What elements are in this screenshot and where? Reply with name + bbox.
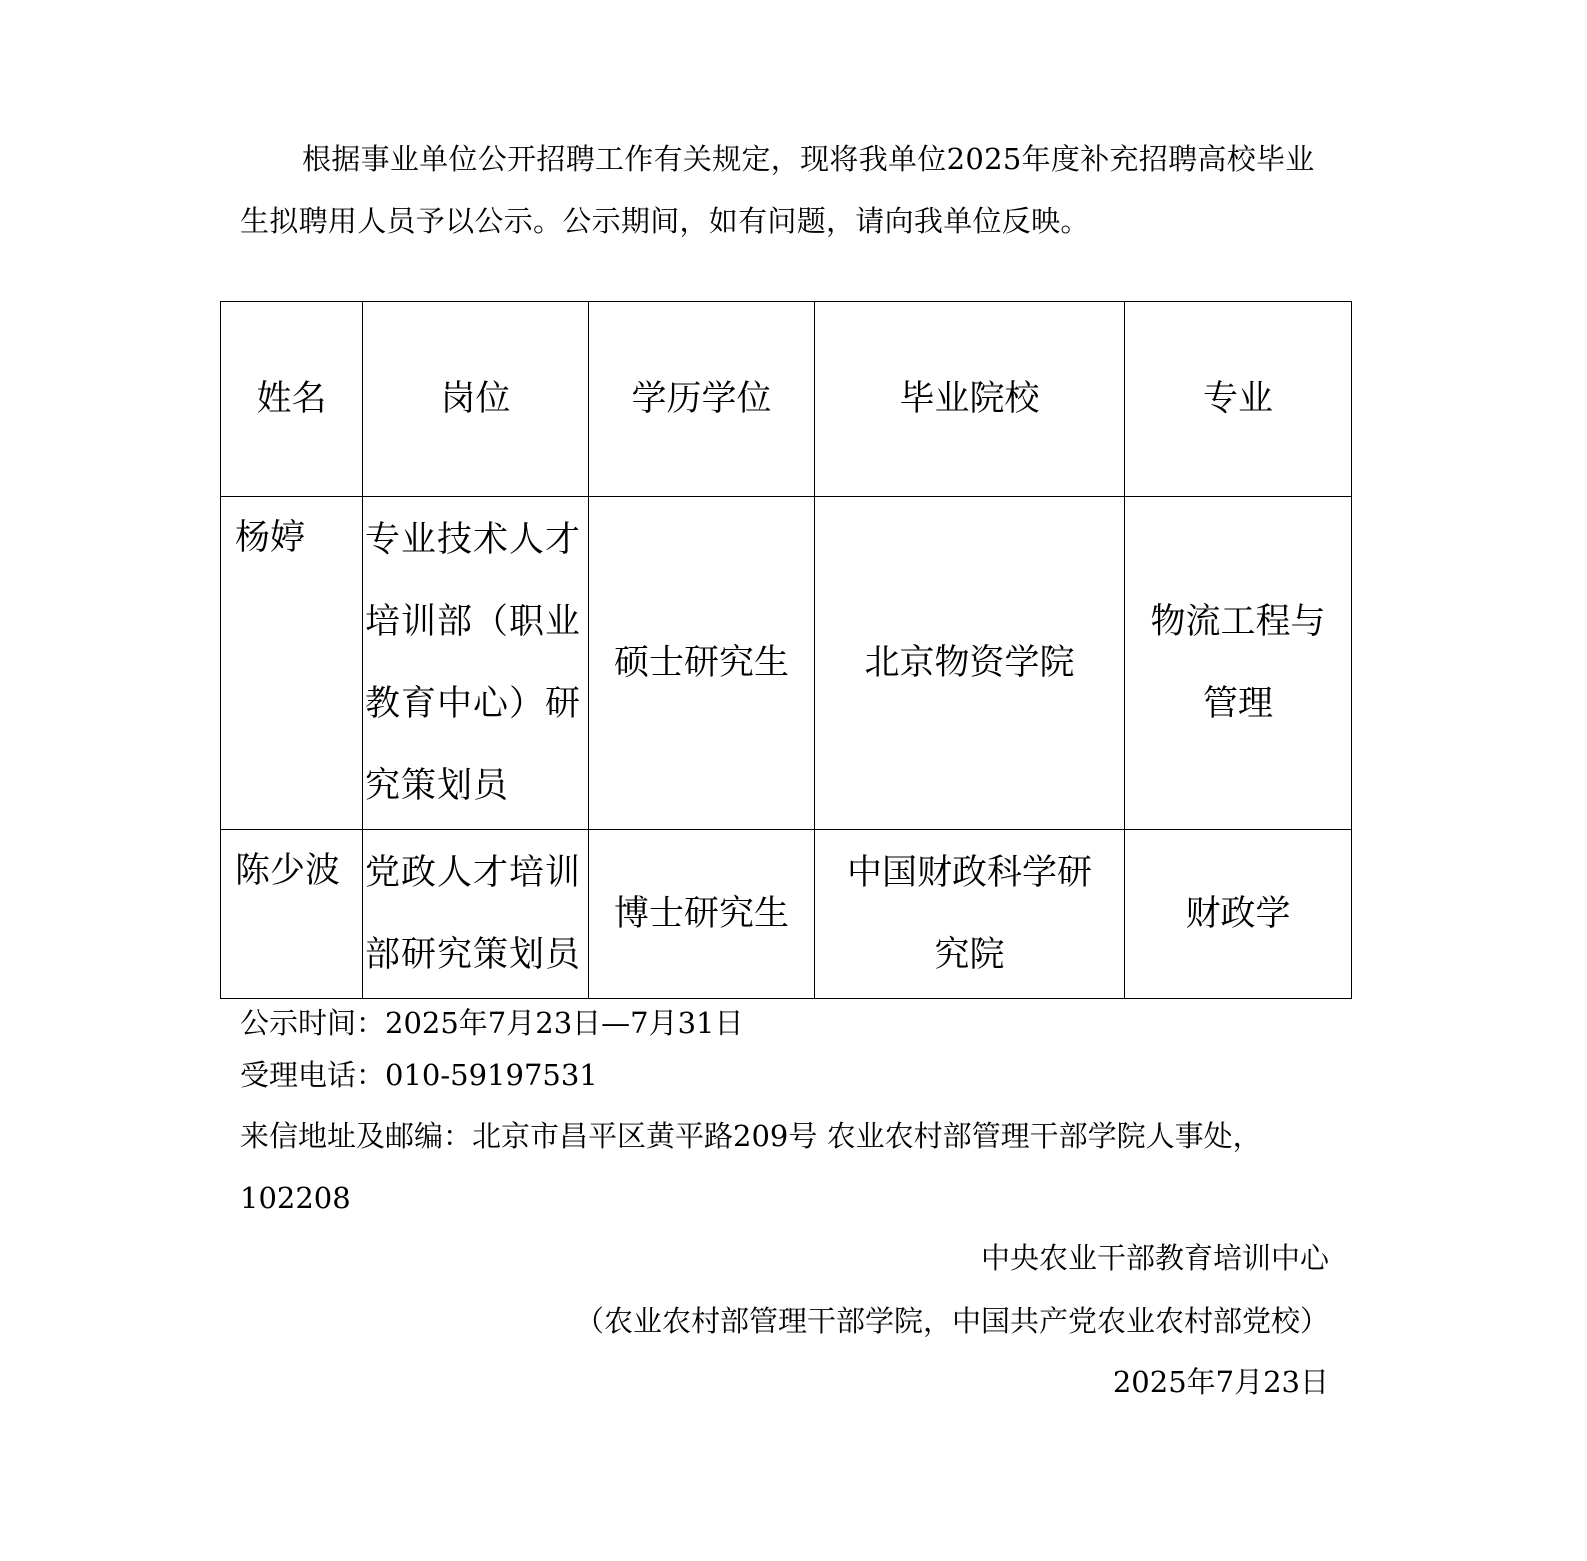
cell-school-text: 中国财政科学研究院 (846, 853, 1092, 975)
table-header-row (221, 302, 1352, 497)
signature-date: 2025年7月23日 (1112, 1365, 1329, 1399)
table-row (221, 497, 1352, 830)
intro-paragraph: 根据事业单位公开招聘工作有关规定，现将我单位2025年度补充招聘高校毕业生拟聘用人员予以公示。公示期间，如有问题，请向我单位反映。 (240, 142, 1315, 238)
cell-name: 陈少波 (221, 830, 363, 999)
hiring-table-container (220, 301, 1351, 999)
cell-post: 专业技术人才培训部（职业教育中心）研究策划员 (363, 497, 589, 830)
hiring-table (220, 301, 1352, 999)
cell-major-text: 物流工程与管理 (1150, 602, 1326, 724)
header-post: 岗位 (363, 302, 589, 497)
signature-org: 中央农业干部教育培训中心 (980, 1241, 1329, 1275)
postal-code: 102208 (240, 1181, 351, 1215)
cell-degree: 硕士研究生 (589, 497, 815, 830)
header-school: 毕业院校 (815, 302, 1125, 497)
cell-school (815, 830, 1125, 999)
cell-school: 北京物资学院 (815, 497, 1125, 830)
cell-degree: 博士研究生 (589, 830, 815, 999)
header-name: 姓名 (221, 302, 363, 497)
signature-org-alias: （农业农村部管理干部学院，中国共产党农业农村部党校） (574, 1304, 1329, 1338)
table-row (221, 830, 1352, 999)
cell-major (1125, 497, 1352, 830)
cell-name: 杨婷 (221, 497, 363, 830)
cell-major: 财政学 (1125, 830, 1352, 999)
announcement-period: 公示时间：2025年7月23日—7月31日 (240, 1006, 744, 1040)
contact-phone: 受理电话：010-59197531 (240, 1058, 598, 1092)
mailing-address: 来信地址及邮编：北京市昌平区黄平路209号 农业农村部管理干部学院人事处， (240, 1119, 1262, 1153)
header-major: 专业 (1125, 302, 1352, 497)
header-degree: 学历学位 (589, 302, 815, 497)
cell-post: 党政人才培训部研究策划员 (363, 830, 589, 999)
